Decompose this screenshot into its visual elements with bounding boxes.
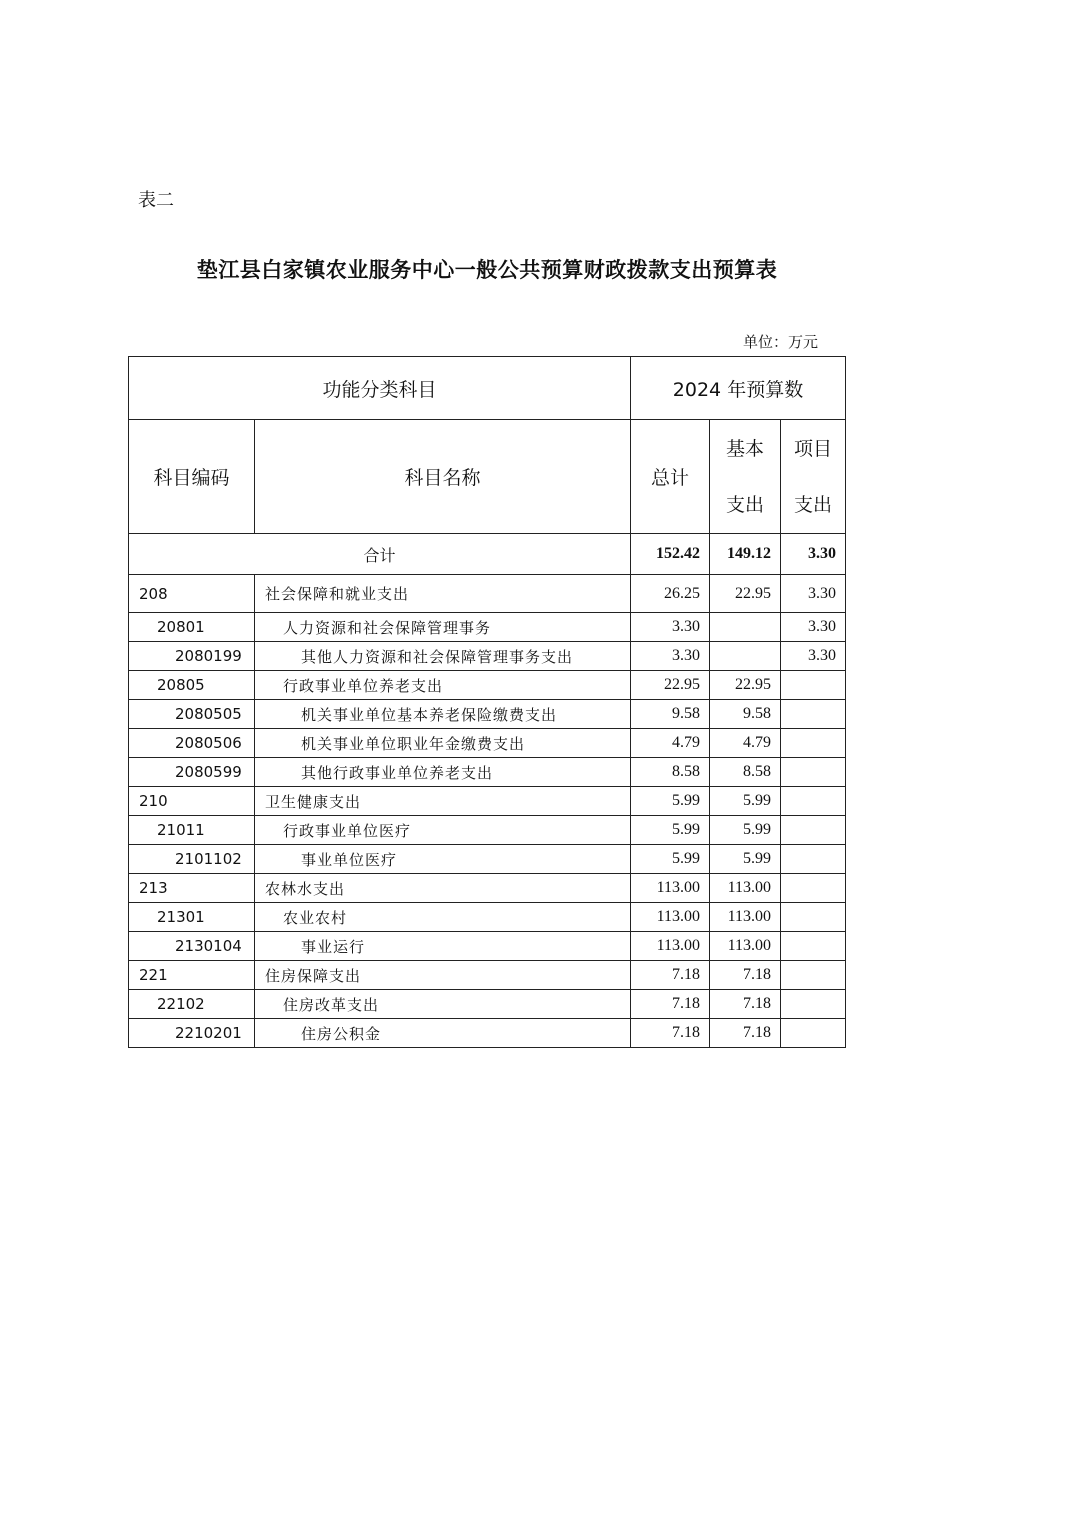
header-basic-line1: 基本	[725, 437, 764, 460]
row-total: 7.18	[631, 990, 710, 1019]
row-total: 5.99	[631, 816, 710, 845]
table-row	[129, 1019, 846, 1048]
row-project	[781, 729, 846, 758]
row-code: 2080199	[129, 642, 255, 671]
row-code: 20801	[129, 613, 255, 642]
header-row-bottom	[129, 420, 846, 534]
unit-label: 单位：万元	[742, 333, 818, 351]
total-row	[129, 534, 846, 575]
document-title: 垫江县白家镇农业服务中心一般公共预算财政拨款支出预算表	[196, 257, 778, 282]
row-total: 3.30	[631, 642, 710, 671]
row-basic: 22.95	[710, 671, 781, 700]
row-total: 3.30	[631, 613, 710, 642]
row-basic: 7.18	[710, 1019, 781, 1048]
total-project: 3.30	[781, 534, 846, 575]
row-project	[781, 990, 846, 1019]
row-code: 2210201	[129, 1019, 255, 1048]
row-basic: 4.79	[710, 729, 781, 758]
row-code: 208	[129, 575, 255, 613]
table-row	[129, 575, 846, 613]
row-project	[781, 1019, 846, 1048]
table-row	[129, 816, 846, 845]
table-row	[129, 990, 846, 1019]
row-project	[781, 932, 846, 961]
row-code: 2080599	[129, 758, 255, 787]
row-total: 22.95	[631, 671, 710, 700]
header-project	[781, 420, 846, 534]
row-total: 7.18	[631, 1019, 710, 1048]
row-basic: 5.99	[710, 845, 781, 874]
row-name: 事业运行	[255, 932, 631, 961]
table-row	[129, 671, 846, 700]
table-number-label: 表二	[138, 190, 174, 211]
row-name: 住房改革支出	[255, 990, 631, 1019]
header-basic-line2: 支出	[725, 493, 764, 516]
row-name: 机关事业单位基本养老保险缴费支出	[255, 700, 631, 729]
table-row	[129, 845, 846, 874]
row-code: 210	[129, 787, 255, 816]
row-basic: 8.58	[710, 758, 781, 787]
row-project	[781, 787, 846, 816]
row-total: 7.18	[631, 961, 710, 990]
row-project	[781, 671, 846, 700]
row-total: 8.58	[631, 758, 710, 787]
row-basic: 113.00	[710, 932, 781, 961]
row-total: 113.00	[631, 903, 710, 932]
header-project-line1: 项目	[793, 437, 832, 460]
row-code: 2080506	[129, 729, 255, 758]
row-project	[781, 961, 846, 990]
table-row	[129, 874, 846, 903]
row-basic: 9.58	[710, 700, 781, 729]
row-basic	[710, 613, 781, 642]
row-basic: 22.95	[710, 575, 781, 613]
table-row	[129, 729, 846, 758]
row-basic: 113.00	[710, 874, 781, 903]
table-row	[129, 700, 846, 729]
row-project: 3.30	[781, 575, 846, 613]
row-project: 3.30	[781, 642, 846, 671]
total-label: 合计	[129, 534, 631, 575]
row-name: 人力资源和社会保障管理事务	[255, 613, 631, 642]
row-name: 行政事业单位养老支出	[255, 671, 631, 700]
row-basic: 7.18	[710, 990, 781, 1019]
row-code: 20805	[129, 671, 255, 700]
table-row	[129, 961, 846, 990]
row-name: 其他行政事业单位养老支出	[255, 758, 631, 787]
row-project	[781, 758, 846, 787]
row-code: 2080505	[129, 700, 255, 729]
table-row	[129, 787, 846, 816]
row-name: 行政事业单位医疗	[255, 816, 631, 845]
row-project	[781, 874, 846, 903]
row-total: 5.99	[631, 787, 710, 816]
header-row-top	[129, 357, 846, 420]
row-code: 213	[129, 874, 255, 903]
table-row	[129, 903, 846, 932]
row-name: 住房公积金	[255, 1019, 631, 1048]
row-basic: 5.99	[710, 787, 781, 816]
table-row	[129, 758, 846, 787]
table-row	[129, 642, 846, 671]
row-name: 机关事业单位职业年金缴费支出	[255, 729, 631, 758]
row-code: 22102	[129, 990, 255, 1019]
row-project	[781, 845, 846, 874]
row-code: 221	[129, 961, 255, 990]
header-code: 科目编码	[129, 420, 255, 534]
row-project	[781, 816, 846, 845]
row-code: 21011	[129, 816, 255, 845]
row-name: 社会保障和就业支出	[255, 575, 631, 613]
header-budget-year: 2024 年预算数	[631, 357, 846, 420]
row-code: 2101102	[129, 845, 255, 874]
row-basic: 7.18	[710, 961, 781, 990]
row-basic	[710, 642, 781, 671]
header-functional-category: 功能分类科目	[129, 357, 631, 420]
budget-table	[128, 356, 846, 1048]
total-amount: 152.42	[631, 534, 710, 575]
row-project	[781, 903, 846, 932]
row-total: 113.00	[631, 874, 710, 903]
row-total: 9.58	[631, 700, 710, 729]
header-basic	[710, 420, 781, 534]
row-code: 2130104	[129, 932, 255, 961]
row-basic: 5.99	[710, 816, 781, 845]
row-code: 21301	[129, 903, 255, 932]
row-basic: 113.00	[710, 903, 781, 932]
row-total: 113.00	[631, 932, 710, 961]
row-name: 住房保障支出	[255, 961, 631, 990]
row-project: 3.30	[781, 613, 846, 642]
row-name: 卫生健康支出	[255, 787, 631, 816]
row-name: 事业单位医疗	[255, 845, 631, 874]
row-total: 5.99	[631, 845, 710, 874]
row-name: 农业农村	[255, 903, 631, 932]
row-total: 4.79	[631, 729, 710, 758]
budget-table-body	[129, 357, 846, 1048]
row-total: 26.25	[631, 575, 710, 613]
row-name: 农林水支出	[255, 874, 631, 903]
row-project	[781, 700, 846, 729]
table-row	[129, 613, 846, 642]
row-name: 其他人力资源和社会保障管理事务支出	[255, 642, 631, 671]
table-row	[129, 932, 846, 961]
header-name: 科目名称	[255, 420, 631, 534]
header-project-line2: 支出	[793, 493, 832, 516]
header-total: 总计	[631, 420, 710, 534]
total-basic: 149.12	[710, 534, 781, 575]
